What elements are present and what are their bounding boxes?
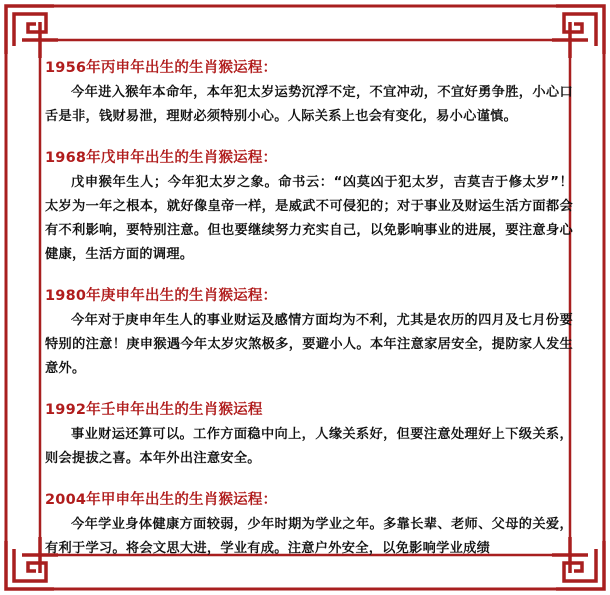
corner-ornament-top-left bbox=[6, 6, 58, 58]
section-1968 bbox=[45, 148, 573, 267]
section-body: 今年学业身体健康方面较弱，少年时期为学业之年。多靠长辈、老师、父母的关爱，有利于学习。将会文思大进，学业有成。注意户外安全，以免影响学业成绩 bbox=[45, 517, 573, 556]
fortune-article bbox=[45, 58, 573, 570]
section-2004 bbox=[45, 490, 573, 561]
section-1992 bbox=[45, 400, 573, 471]
section-body: 戊申猴年生人；今年犯太岁之象。命书云：“凶莫凶于犯太岁，吉莫吉于修太岁”！太岁为一年之根本，就好像皇帝一样，是威武不可侵犯的；对于事业及财运生活方面都会有不利影响，要特别注意。但也要继续努力充实自己，以免影响事业的进展，要注意身心健康，生活方面的调理。 bbox=[45, 175, 573, 262]
section-title: 1968年戊申年出生的生肖猴运程： bbox=[45, 150, 278, 166]
section-1956 bbox=[45, 58, 573, 129]
section-1980 bbox=[45, 286, 573, 381]
section-title: 2004年甲申年出生的生肖猴运程： bbox=[45, 492, 278, 508]
section-title: 1992年壬申年出生的生肖猴运程 bbox=[45, 402, 263, 418]
section-body: 今年进入猴年本命年，本年犯太岁运势沉浮不定，不宜冲动，不宜好勇争胜，小心口舌是非，钱财易泄，理财必须特别小心。人际关系上也会有变化，易小心谨慎。 bbox=[45, 85, 573, 124]
section-title: 1980年庚申年出生的生肖猴运程： bbox=[45, 288, 278, 304]
section-body: 事业财运还算可以。工作方面稳中向上，人缘关系好，但要注意处理好上下级关系，则会提拔之喜。本年外出注意安全。 bbox=[45, 427, 573, 466]
section-body: 今年对于庚申年生人的事业财运及感情方面均为不利，尤其是农历的四月及七月份要特别的注意！庚申猴遇今年太岁灾煞极多，要避小人。本年注意家居安全，提防家人发生意外。 bbox=[45, 313, 573, 376]
section-title: 1956年丙申年出生的生肖猴运程： bbox=[45, 60, 278, 76]
corner-ornament-top-right bbox=[552, 6, 604, 58]
